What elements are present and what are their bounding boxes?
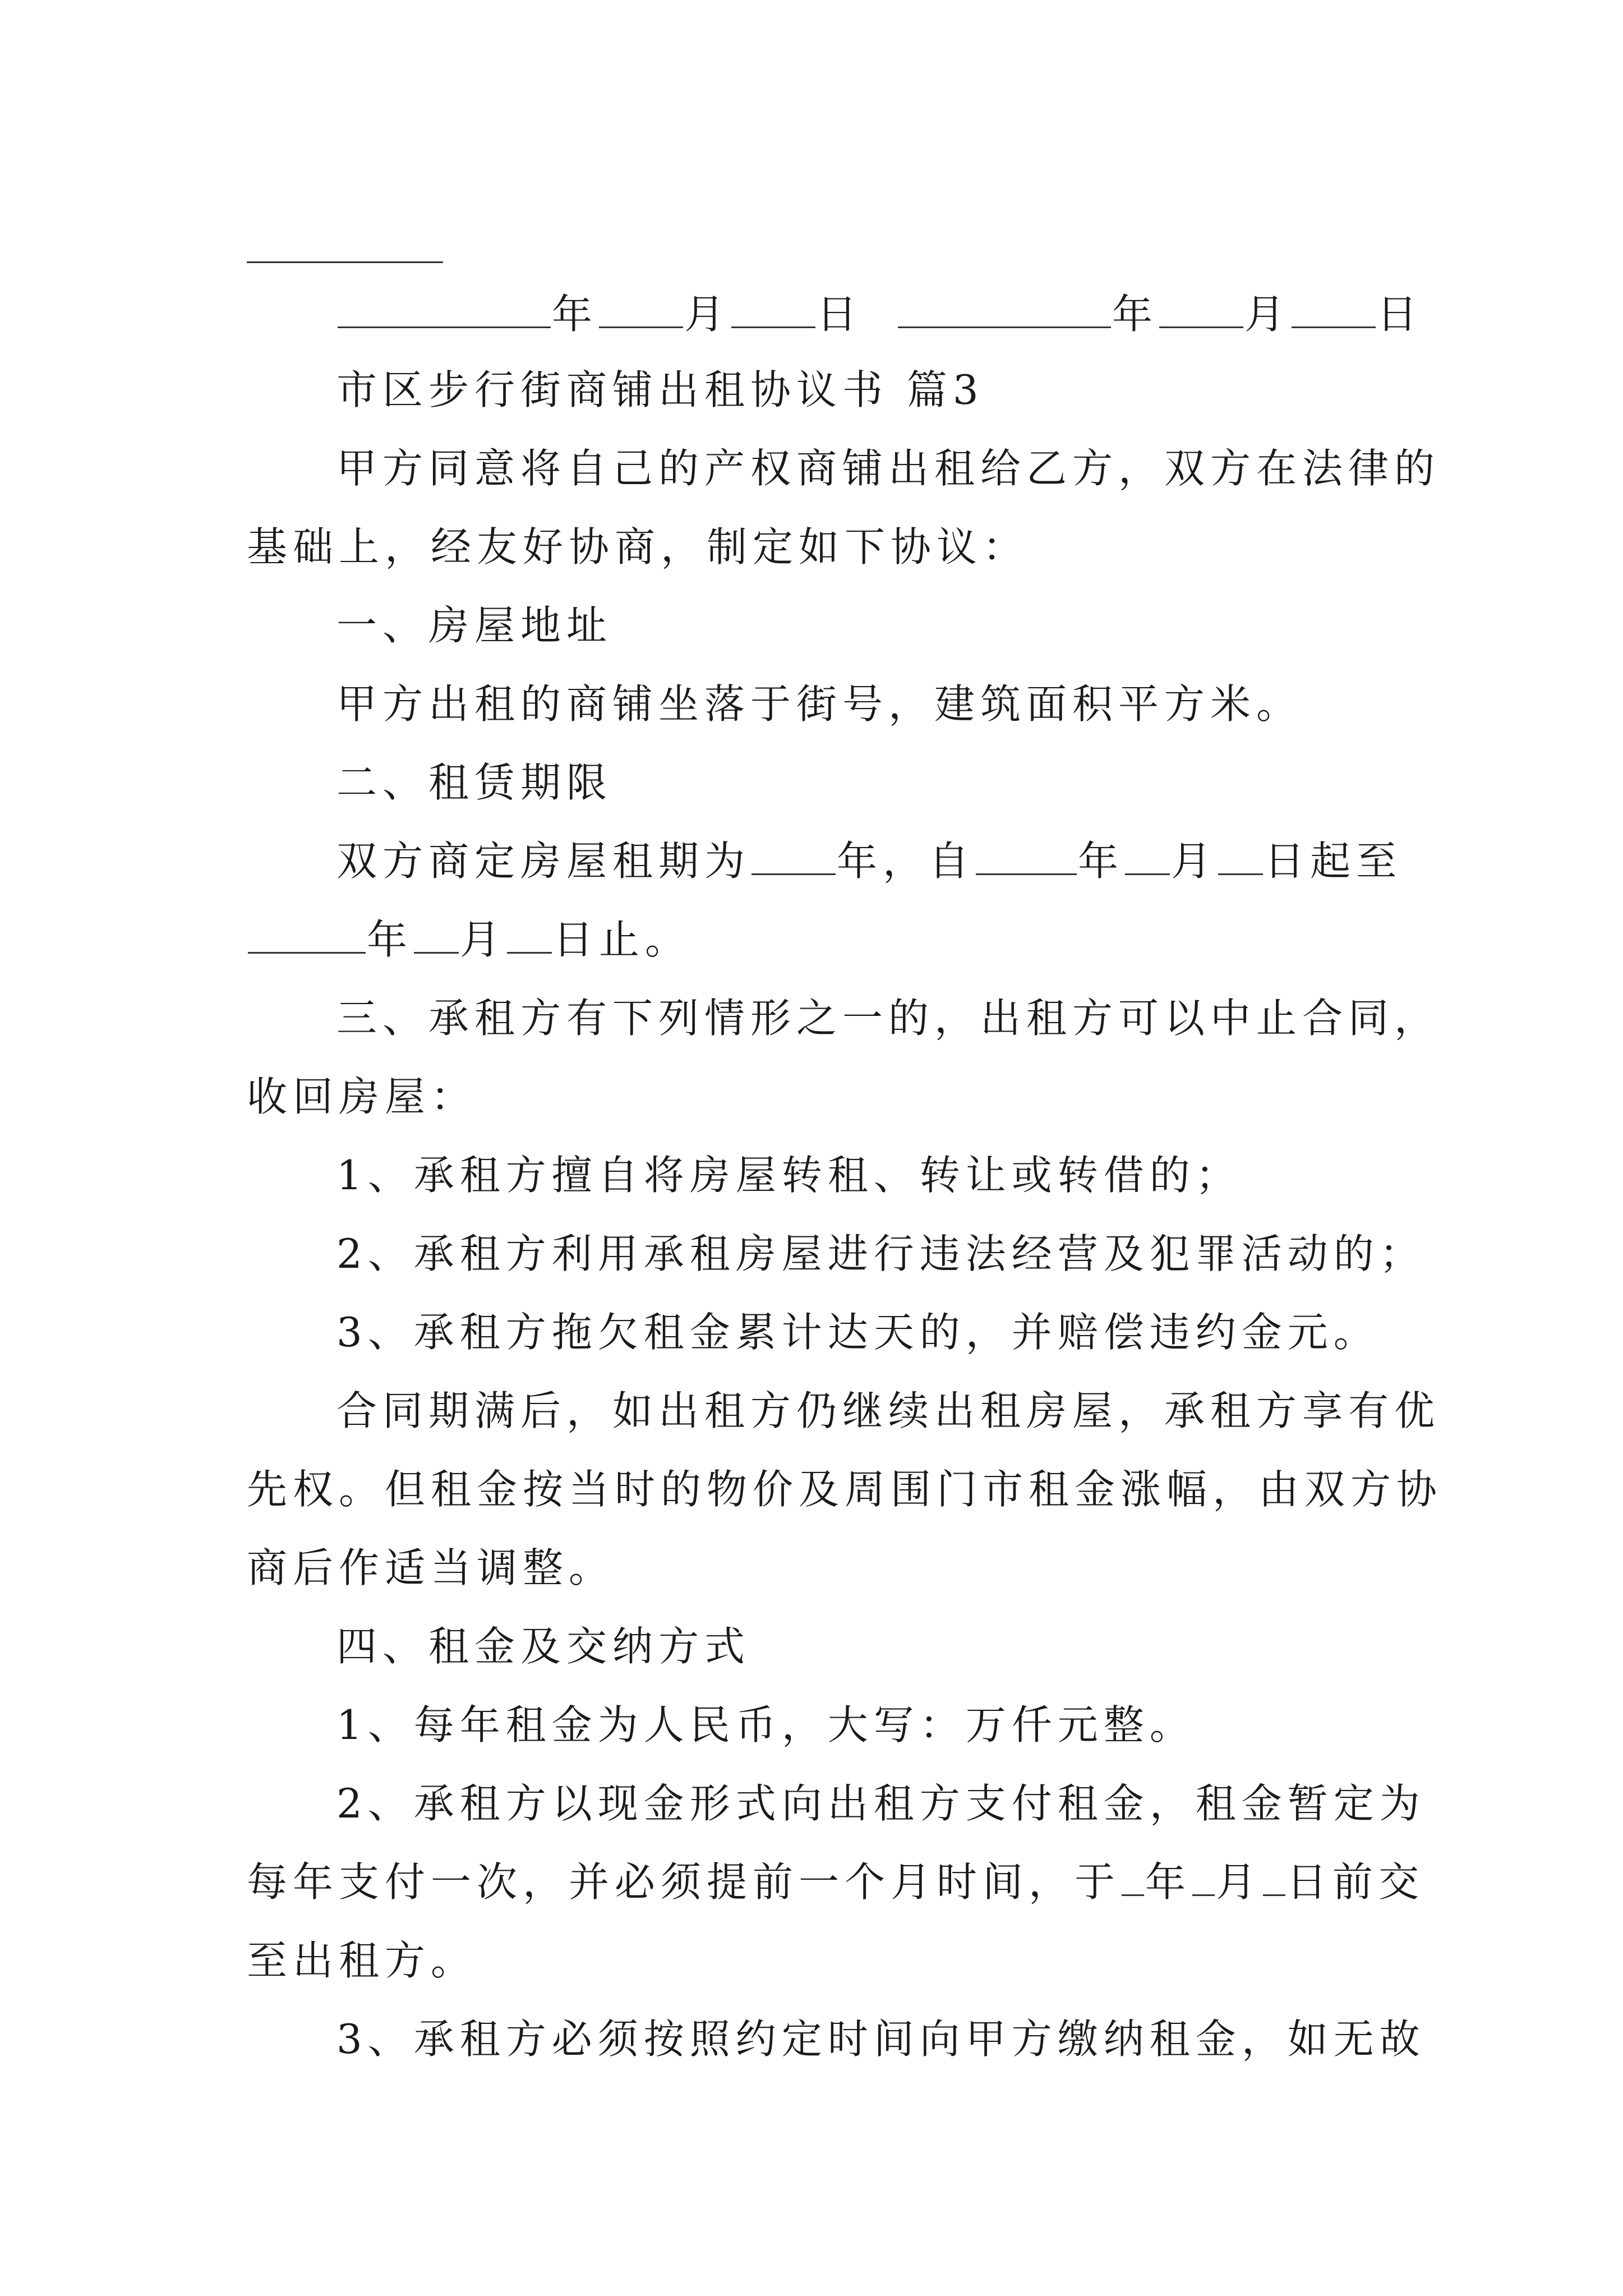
pay-month-blank [1192, 1855, 1215, 1896]
item-4-2-text-c: 月 [1216, 1858, 1262, 1906]
term2-text-a: 年 [367, 916, 413, 963]
section-1-text: 甲方出租的商铺坐落于街号，建筑面积平方米。 [336, 680, 1303, 728]
item-4-1: 1、每年租金为人民币，大写：万仟元整。 [336, 1701, 1196, 1749]
day-label-1: 日 [817, 291, 863, 338]
day-label-2: 日 [1376, 291, 1423, 338]
item-4-2-text-d: 日前交 [1287, 1858, 1425, 1906]
month-label-1: 月 [684, 291, 731, 338]
section-2-heading: 二、租赁期限 [336, 759, 613, 806]
renew-line-1: 合同期满后，如出租方仍继续出租房屋，承租方享有优 [336, 1387, 1441, 1434]
renew-line-3: 商后作适当调整。 [247, 1544, 615, 1591]
day-blank-2 [1292, 287, 1376, 328]
section-3-line-1: 三、承租方有下列情形之一的，出租方可以中止合同， [336, 995, 1441, 1042]
section-4-heading: 四、租金及交纳方式 [336, 1623, 751, 1670]
date-line [336, 286, 1481, 342]
end-day-blank [507, 913, 552, 954]
year-blank-2 [898, 287, 1111, 328]
term-text-e: 日起至 [1264, 838, 1403, 885]
term-years-blank [751, 834, 836, 875]
term-line-1 [336, 833, 1481, 889]
term-text-d: 月 [1171, 838, 1218, 885]
pay-year-blank [1122, 1855, 1144, 1896]
end-month-blank [414, 913, 459, 954]
item-4-2-text-a: 每年支付一次，并必须提前一个月时间，于 [247, 1858, 1121, 1906]
term-text-a: 双方商定房屋租期为 [336, 838, 751, 885]
renew-line-2: 先权。但租金按当时的物价及周围门市租金涨幅，由双方协 [247, 1466, 1443, 1513]
item-4-2-line-1: 2、承租方以现金形式向出租方支付租金，租金暂定为 [336, 1780, 1426, 1827]
year-label-1: 年 [552, 291, 598, 338]
section-3-line-2: 收回房屋： [247, 1073, 477, 1120]
pay-day-blank [1263, 1855, 1285, 1896]
term2-text-c: 日止。 [553, 916, 691, 963]
item-3-1: 1、承租方擅自将房屋转租、转让或转借的； [336, 1152, 1242, 1199]
document-title: 市区步行街商铺出租协议书 篇3 [336, 366, 984, 413]
section-1-heading: 一、房屋地址 [336, 602, 613, 649]
intro-line-1: 甲方同意将自己的产权商铺出租给乙方，双方在法律的 [336, 445, 1441, 492]
month-label-2: 月 [1244, 291, 1290, 338]
item-4-3-line-1: 3、承租方必须按照约定时间向甲方缴纳租金，如无故 [336, 2016, 1426, 2063]
item-4-2-line-2 [247, 1854, 1425, 1910]
intro-line-2: 基础上，经友好协商，制定如下协议： [247, 523, 1029, 570]
signature-rule [247, 261, 443, 263]
item-3-3: 3、承租方拖欠租金累计达天的，并赔偿违约金元。 [336, 1309, 1380, 1356]
start-month-blank [1125, 834, 1170, 875]
item-3-2: 2、承租方利用承租房屋进行违法经营及犯罪活动的； [336, 1230, 1426, 1277]
month-blank-1 [599, 287, 683, 328]
item-4-2-line-3: 至出租方。 [247, 1937, 477, 1984]
start-year-blank [976, 834, 1077, 875]
month-blank-2 [1159, 287, 1243, 328]
term-text-b: 年，自 [837, 838, 975, 885]
year-blank-1 [338, 287, 551, 328]
end-year-blank [248, 913, 366, 954]
term-text-c: 年 [1078, 838, 1124, 885]
term-line-2 [247, 912, 1391, 968]
term2-text-b: 月 [460, 916, 506, 963]
item-4-2-text-b: 年 [1145, 1858, 1192, 1906]
year-label-2: 年 [1112, 291, 1158, 338]
day-blank-1 [731, 287, 815, 328]
start-day-blank [1218, 834, 1263, 875]
